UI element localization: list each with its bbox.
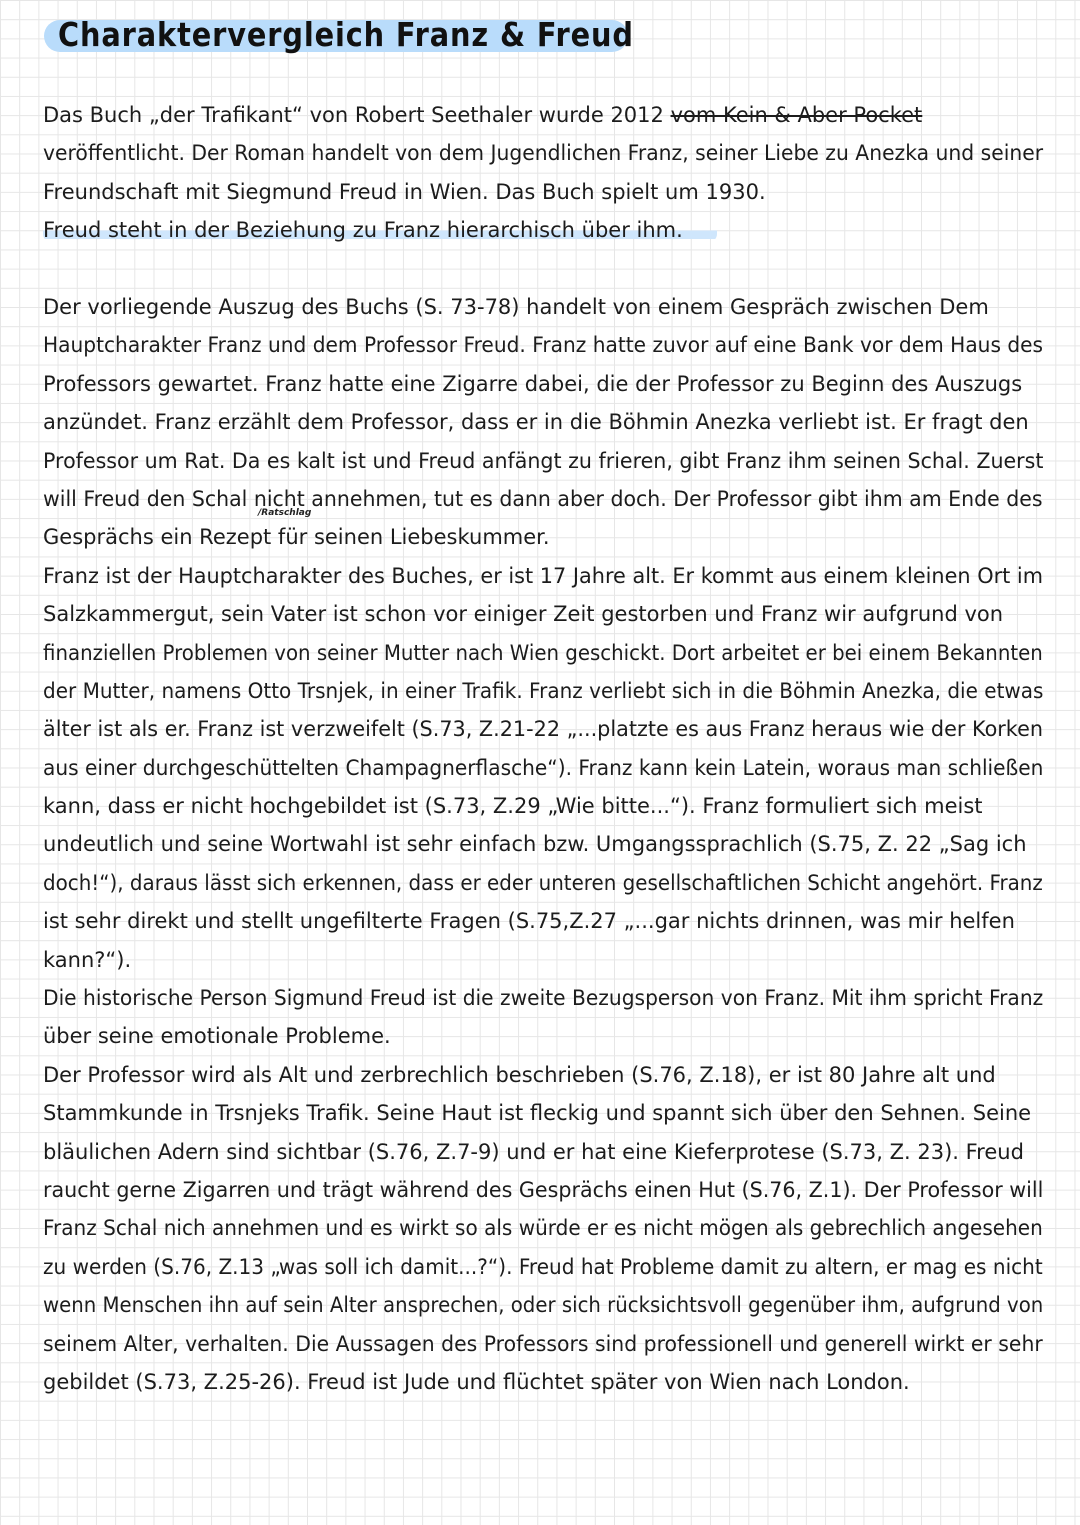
main-line: Professors gewartet. Franz hatte eine Zigarre dabei, die der Professor zu Beginn des Auszugs [43,371,1023,396]
main-line: Franz Schal nich annehmen und es wirkt so als würde er es nicht mögen als gebrechlich angesehen [43,1216,1043,1241]
main-line: über seine emotionale Probleme. [43,1024,391,1049]
main-line: Franz ist der Hauptcharakter des Buches, er ist 17 Jahre alt. Er kommt aus einem kleinen Ort im [43,563,1043,588]
main-line: älter ist als er. Franz ist verzweifelt (S.73, Z.21-22 „...platzte es aus Franz heraus wie der Korken [43,717,1043,742]
intro-paragraph [43,96,1043,250]
main-line: Professor um Rat. Da es kalt ist und Freud anfängt zu frieren, gibt Franz ihm seinen Schal. Zuerst [43,448,1044,473]
main-line: Der Professor wird als Alt und zerbrechlich beschrieben (S.76, Z.18), er ist 80 Jahre alt und [43,1062,996,1087]
main-paragraph [43,288,1043,1401]
page-title: Charaktervergleich Franz & Freud [57,15,634,54]
main-line: ist sehr direkt und stellt ungefilterte Fragen (S.75,Z.27 „...gar nichts drinnen, was mir helfen [43,909,1015,934]
main-line: gebildet (S.73, Z.25-26). Freud ist Jude und flüchtet später von Wien nach London. [43,1369,910,1394]
main-line: Gesprächs ein Rezept für seinen Liebeskummer. [43,525,550,550]
intro-line-3: Freundschaft mit Siegmund Freud in Wien. Das Buch spielt um 1930. [43,179,766,204]
main-line: Der vorliegende Auszug des Buchs (S. 73-78) handelt von einem Gespräch zwischen Dem [43,295,989,319]
thesis-highlight: Freud steht in der Beziehung zu Franz hierarchisch über ihm. [43,218,717,242]
main-line: bläulichen Adern sind sichtbar (S.76, Z.7-9) und er hat eine Kieferprotese (S.73, Z. 23). Freud [43,1139,1024,1164]
intro-line-1 [43,96,922,134]
insertion-note: /Ratschlag [258,508,312,518]
intro-line-2: veröffentlicht. Der Roman handelt von dem Jugendlichen Franz, seiner Liebe zu Anezka und seiner [43,141,1044,166]
main-line: kann, dass er nicht hochgebildet ist (S.73, Z.29 „Wie bitte...“). Franz formuliert sich meist [43,794,983,819]
main-line: zu werden (S.76, Z.13 „was soll ich damit...?“). Freud hat Probleme damit zu altern, er mag es nicht [43,1254,1043,1279]
main-line: finanziellen Problemen von seiner Mutter nach Wien geschickt. Dort arbeitet er bei einem Bekannten [43,640,1043,665]
thesis-line [43,211,717,249]
main-line: aus einer durchgeschüttelten Champagnerflasche“). Franz kann kein Latein, woraus man schließen [43,755,1044,780]
main-line: undeutlich und seine Wortwahl ist sehr einfach bzw. Umgangssprachlich (S.75, Z. 22 „Sag ich [43,832,1027,857]
main-line: doch!“), daraus lässt sich erkennen, dass er eder unteren gesellschaftlichen Schicht angehört. Franz [43,870,1043,895]
main-line: will Freud den Schal nicht annehmen, tut es dann aber doch. Der Professor gibt ihm am Ende des [43,486,1043,511]
main-line: Hauptcharakter Franz und dem Professor Freud. Franz hatte zuvor auf eine Bank vor dem Haus des [43,333,1044,358]
main-line: der Mutter, namens Otto Trsnjek, in einer Trafik. Franz verliebt sich in die Böhmin Anezka, die etwas [43,678,1044,703]
struck-text: vom Kein & Aber Pocket [670,103,923,127]
main-line: kann?“). [43,947,132,972]
main-line: anzündet. Franz erzählt dem Professor, dass er in die Böhmin Anezka verliebt ist. Er fragt den [43,410,1029,435]
main-line: seinem Alter, verhalten. Die Aussagen des Professors sind professionell und generell wirkt er sehr [43,1331,1043,1356]
intro-line-1-text: Das Buch „der Trafikant“ von Robert Seethaler wurde 2012 [43,103,671,127]
main-line: Die historische Person Sigmund Freud ist die zweite Bezugsperson von Franz. Mit ihm spricht Franz [43,986,1044,1011]
main-line: Stammkunde in Trsnjeks Trafik. Seine Haut ist fleckig und spannt sich über den Sehnen. Seine [43,1101,1032,1126]
main-line: raucht gerne Zigarren und trägt während des Gesprächs einen Hut (S.76, Z.1). Der Professor will [43,1177,1044,1202]
main-line: Salzkammergut, sein Vater ist schon vor einiger Zeit gestorben und Franz wir aufgrund von [43,602,1004,627]
title-block [44,12,720,58]
main-line: wenn Menschen ihn auf sein Alter ansprechen, oder sich rücksichtsvoll gegenüber ihm, aufgrund von [43,1293,1044,1318]
